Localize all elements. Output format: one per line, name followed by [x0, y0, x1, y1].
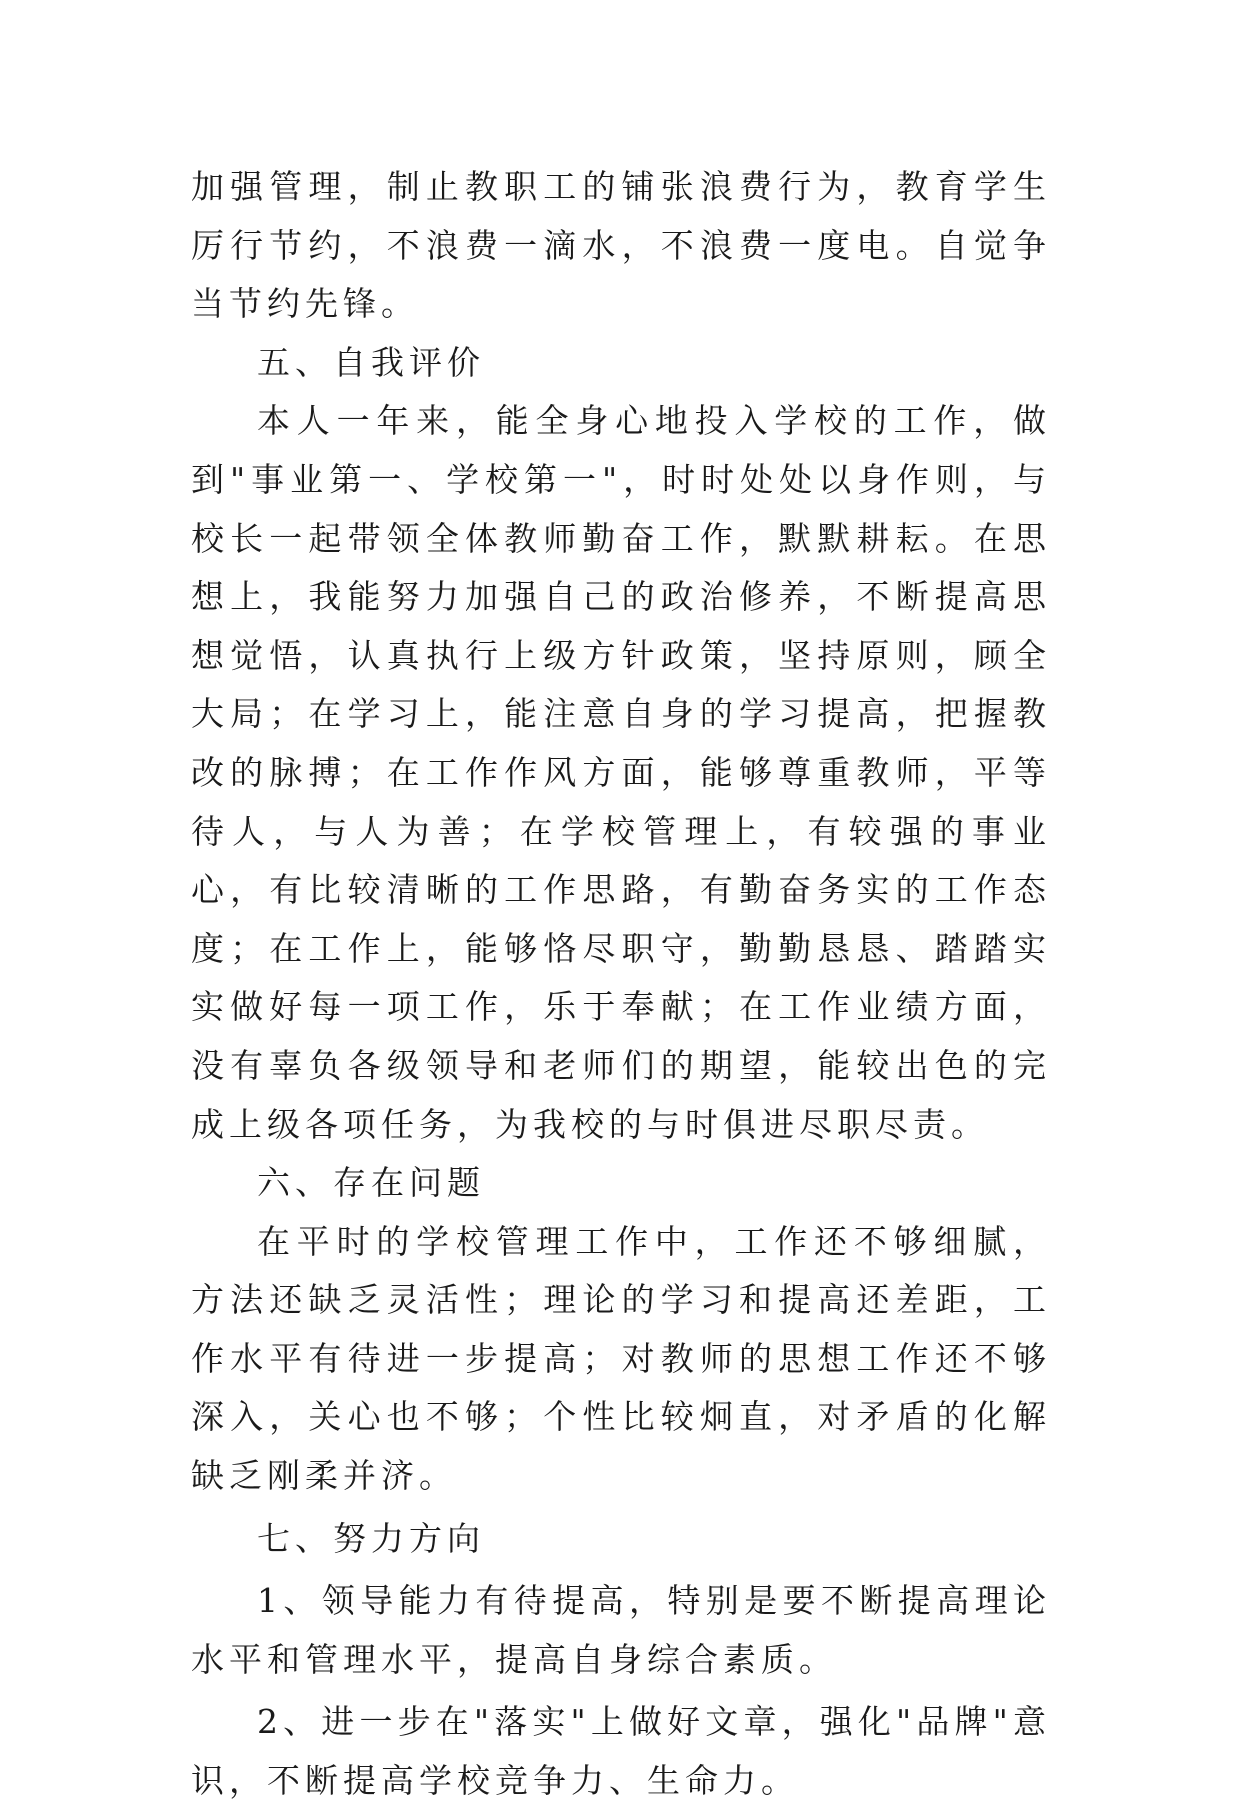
- document-body: [191, 158, 1051, 1811]
- paragraph-self-evaluation: 本人一年来，能全身心地投入学校的工作，做到"事业第一、学校第一"，时时处处以身作则，与校长一起带领全体教师勤奋工作，默默耕耘。在思想上，我能努力加强自己的政治修养，不断提高思想觉悟，认真执行上级方针政策，坚持原则，顾全大局；在学习上，能注意自身的学习提高，把握教改的脉搏；在工作作风方面，能够尊重教师，平等待人，与人为善；在学校管理上，有较强的事业心，有比较清晰的工作思路，有勤奋务实的工作态度；在工作上，能够恪尽职守，勤勤恳恳、踏踏实实做好每一项工作，乐于奉献；在工作业绩方面，没有辜负各级领导和老师们的期望，能较出色的完成上级各项任务，为我校的与时俱进尽职尽责。: [191, 401, 1051, 1144]
- paragraph-direction-1: 1、领导能力有待提高，特别是要不断提高理论水平和管理水平，提高自身综合素质。: [191, 1581, 1051, 1679]
- section-heading-problems: 六、存在问题: [257, 1163, 485, 1203]
- paragraph-continuation: 加强管理，制止教职工的铺张浪费行为，教育学生厉行节约，不浪费一滴水，不浪费一度电。自觉争当节约先锋。: [191, 167, 1051, 324]
- paragraph-problems: 在平时的学校管理工作中，工作还不够细腻，方法还缺乏灵活性；理论的学习和提高还差距，工作水平有待进一步提高；对教师的思想工作还不够深入，关心也不够；个性比较炯直，对矛盾的化解缺乏刚柔并济。: [191, 1221, 1051, 1496]
- section-heading-self-evaluation: 五、自我评价: [257, 342, 485, 382]
- section-heading-direction: 七、努力方向: [257, 1518, 485, 1558]
- paragraph-direction-2: 2、进一步在"落实"上做好文章，强化"品牌"意识，不断提高学校竞争力、生命力。: [191, 1702, 1051, 1801]
